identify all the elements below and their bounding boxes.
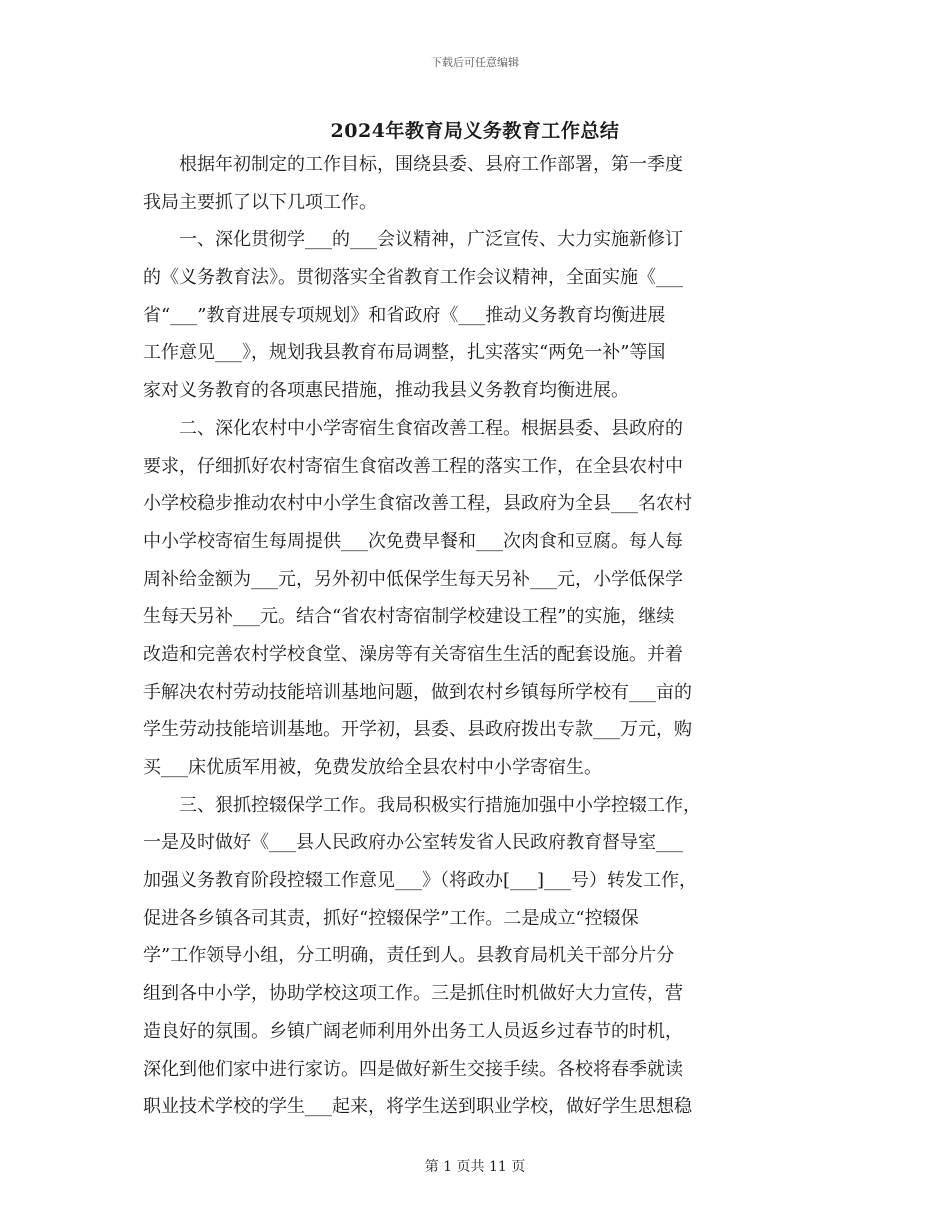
body-line: 三、狠抓控辍保学工作。我局积极实行措施加强中小学控辍工作， <box>143 794 701 816</box>
body-line: 造良好的氛围。乡镇广阔老师利用外出务工人员返乡过春节的时机， <box>143 1020 683 1042</box>
page-header: 下载后可任意编辑 <box>431 56 519 69</box>
body-line: 学”工作领导小组，分工明确，责任到人。县教育局机关干部分片分 <box>143 945 675 967</box>
body-line: 职业技术学校的学生___起来，将学生送到职业学校，做好学生思想稳 <box>143 1096 692 1118</box>
body-line: 的《义务教育法》。贯彻落实全省教育工作会议精神，全面实施《___ <box>143 267 683 289</box>
body-line: 二、深化农村中小学寄宿生食宿改善工程。根据县委、县政府的 <box>143 417 683 439</box>
body-line: 一、深化贯彻学___的___会议精神，广泛宣传、大力实施新修订 <box>143 229 683 251</box>
body-line: 小学校稳步推动农村中小学生食宿改善工程，县政府为全县___名农村 <box>143 493 692 515</box>
body-line: 家对义务教育的各项惠民措施，推动我县义务教育均衡进展。 <box>143 380 629 402</box>
body-line: 组到各中小学，协助学校这项工作。三是抓住时机做好大力宣传，营 <box>143 983 683 1005</box>
body-line: 要求，仔细抓好农村寄宿生食宿改善工程的落实工作，在全县农村中 <box>143 455 683 477</box>
body-line: 促进各乡镇各司其责，抓好“控辍保学”工作。二是成立“控辍保 <box>143 907 639 929</box>
document-title: 2024年教育局义务教育工作总结 <box>330 120 620 142</box>
page-footer: 第 1 页共 11 页 <box>424 1159 526 1175</box>
body-line: 周补给金额为___元，另外初中低保学生每天另补___元，小学低保学 <box>143 568 683 590</box>
body-line: 学生劳动技能培训基地。开学初，县委、县政府拨出专款___万元，购 <box>143 719 692 741</box>
body-line: 深化到他们家中进行家访。四是做好新生交接手续。各校将春季就读 <box>143 1058 683 1080</box>
body-line: 工作意见___》，规划我县教育布局调整，扎实落实“两免一补”等国 <box>143 342 666 364</box>
body-line: 省“___”教育进展专项规划》和省政府《___推动义务教育均衡进展 <box>143 304 666 326</box>
body-line: 加强义务教育阶段控辍工作意见___》（将政办[___]___号）转发工作， <box>143 870 698 892</box>
body-line: 根据年初制定的工作目标，围绕县委、县府工作部署，第一季度 <box>143 154 683 175</box>
body-line: 我局主要抓了以下几项工作。 <box>143 191 377 213</box>
body-line: 改造和完善农村学校食堂、澡房等有关寄宿生生活的配套设施。并着 <box>143 643 683 665</box>
body-line: 买___床优质军用被，免费发放给全县农村中小学寄宿生。 <box>143 757 602 778</box>
body-line: 生每天另补___元。结合“省农村寄宿制学校建设工程”的实施，继续 <box>143 606 675 628</box>
body-line: 中小学校寄宿生每周提供___次免费早餐和___次肉食和豆腐。每人每 <box>143 530 683 552</box>
body-line: 一是及时做好《___县人民政府办公室转发省人民政府教育督导室___ <box>143 832 683 854</box>
document-body <box>143 146 811 1126</box>
body-line: 手解决农村劳动技能培训基地问题，做到农村乡镇每所学校有___亩的 <box>143 681 692 703</box>
